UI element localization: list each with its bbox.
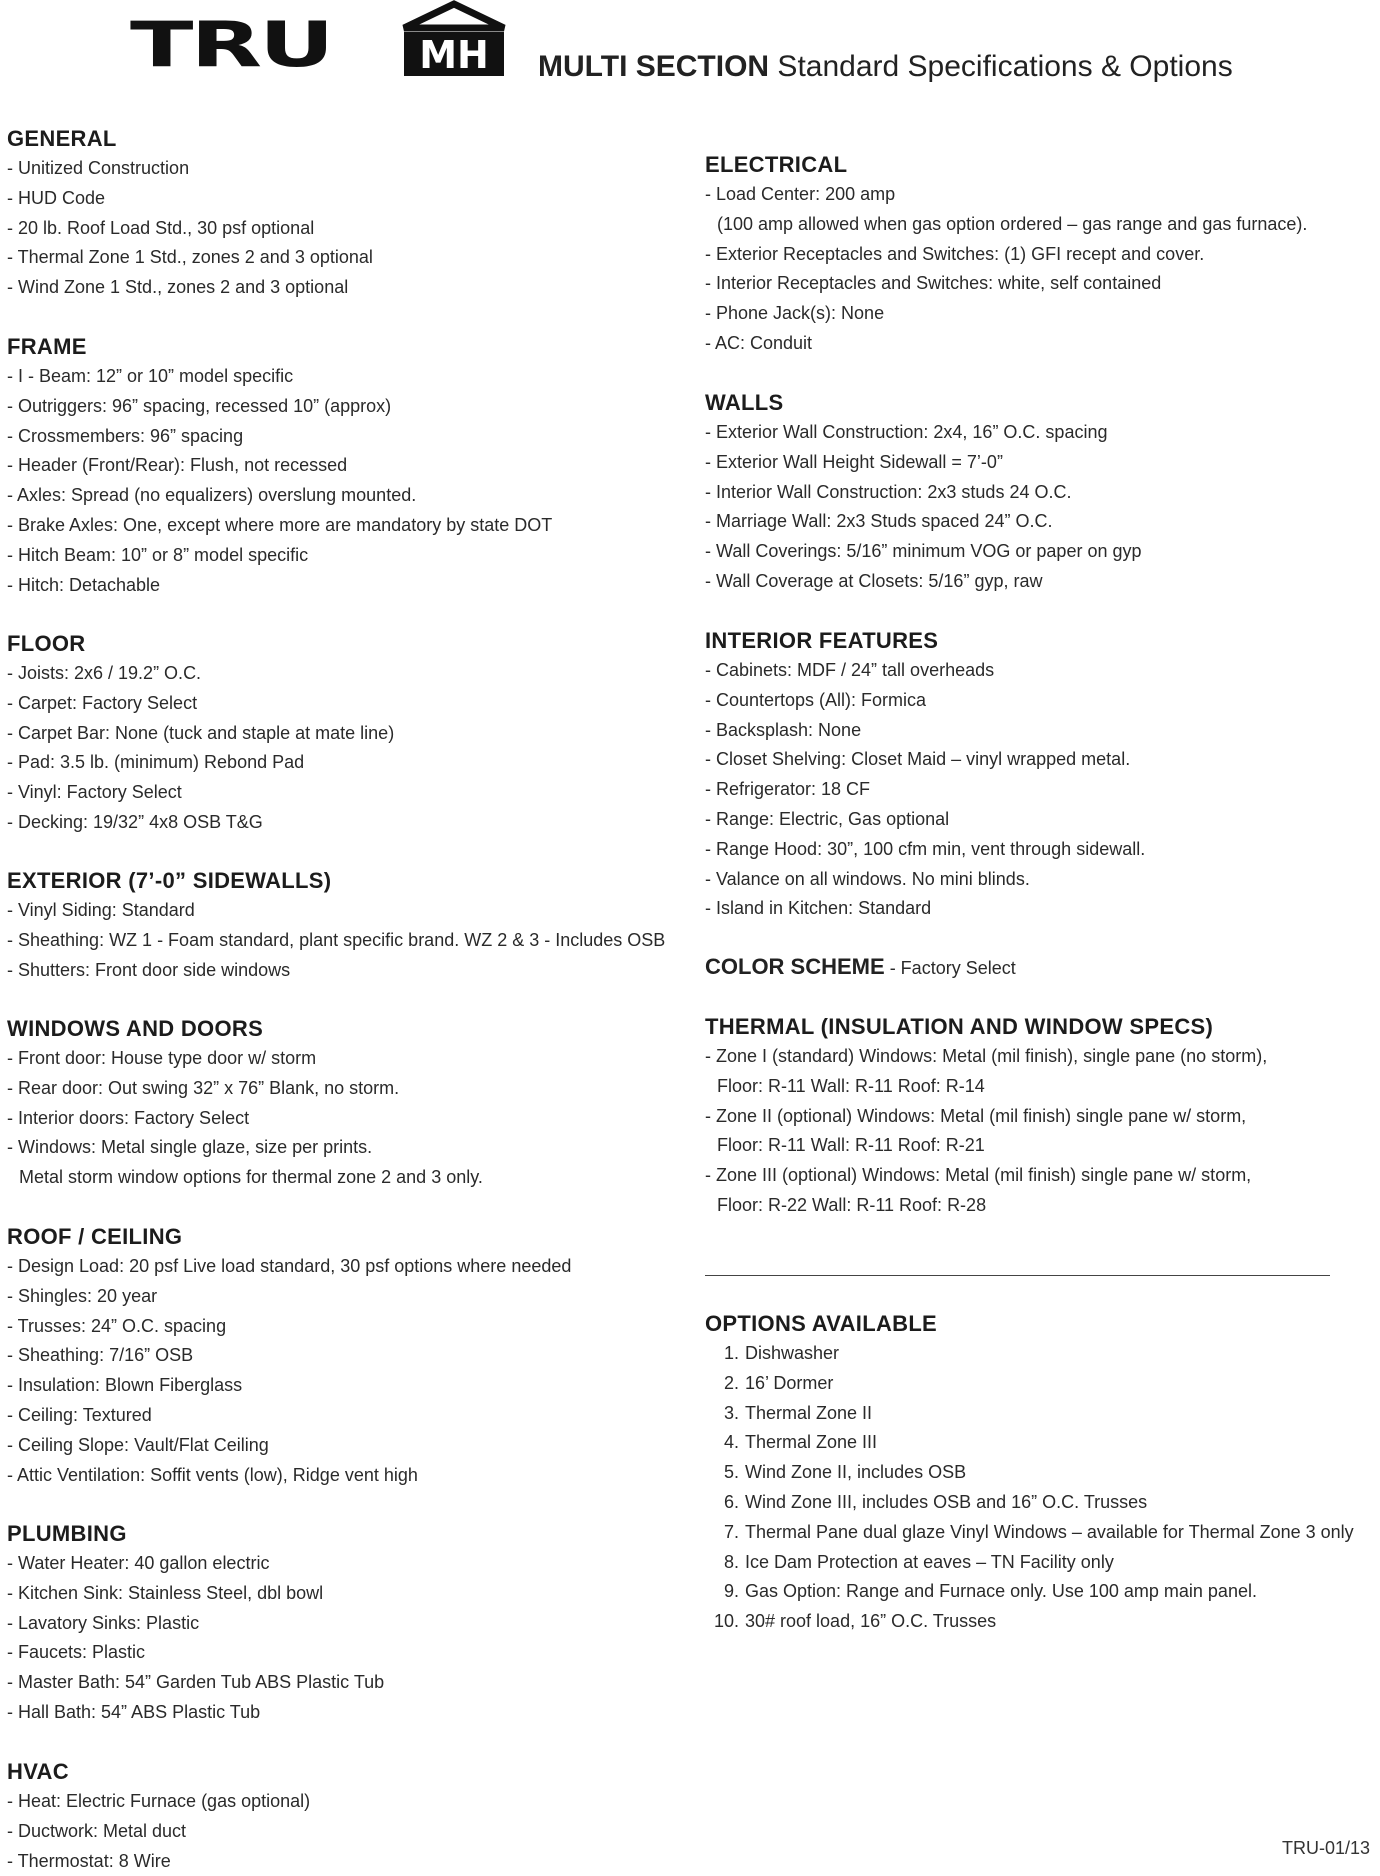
spec-item: - Heat: Electric Furnace (gas optional) <box>7 1791 311 1811</box>
spec-item: (100 amp allowed when gas option ordered – gas range and gas furnace). <box>717 213 1308 234</box>
spec-item: - Wall Coverage at Closets: 5/16” gyp, raw <box>705 570 1043 591</box>
option-item <box>705 1488 1354 1518</box>
spec-item: - Crossmembers: 96” spacing <box>7 425 244 446</box>
section-title: EXTERIOR (7’-0” SIDEWALLS) <box>7 868 332 893</box>
spec-item: - Vinyl: Factory Select <box>7 782 182 803</box>
option-number: 7. <box>723 1521 739 1542</box>
section-floor <box>7 629 394 838</box>
spec-item: - Cabinets: MDF / 24” tall overheads <box>705 660 995 680</box>
spec-item: - Shingles: 20 year <box>7 1285 158 1306</box>
spec-item: Floor: R-11 Wall: R-11 Roof: R-21 <box>717 1135 985 1156</box>
spec-item: - Refrigerator: 18 CF <box>705 779 871 800</box>
spec-item: Floor: R-11 Wall: R-11 Roof: R-14 <box>717 1075 985 1096</box>
section-title: PLUMBING <box>7 1521 127 1546</box>
spec-item: - Range: Electric, Gas optional <box>705 808 950 829</box>
spec-item: - Pad: 3.5 lb. (minimum) Rebond Pad <box>7 752 305 773</box>
section-title: GENERAL <box>7 126 117 151</box>
spec-item: - Brake Axles: One, except where more are mandatory by state DOT <box>7 514 553 535</box>
spec-item: - Island in Kitchen: Standard <box>705 898 932 919</box>
spec-item: - Wall Coverings: 5/16” minimum VOG or paper on gyp <box>705 541 1142 562</box>
option-item <box>705 1607 1354 1637</box>
option-text: Thermal Zone III <box>745 1432 878 1453</box>
spec-item: - Master Bath: 54” Garden Tub ABS Plastic Tub <box>7 1672 385 1693</box>
option-text: Dishwasher <box>745 1343 840 1363</box>
spec-item: - Insulation: Blown Fiberglass <box>7 1375 243 1396</box>
spec-item: - Axles: Spread (no equalizers) overslung mounted. <box>7 485 417 506</box>
color-scheme-value: - Factory Select <box>884 958 1016 978</box>
spec-item: - Sheathing: WZ 1 - Foam standard, plant specific brand. WZ 2 & 3 - Includes OSB <box>7 929 666 950</box>
spec-item: - Exterior Receptacles and Switches: (1) GFI recept and cover. <box>705 243 1205 264</box>
section-thermal <box>705 1012 1267 1221</box>
section-interior-features <box>705 626 1145 924</box>
spec-item: - Exterior Wall Height Sidewall = 7’-0” <box>705 451 1003 472</box>
spec-item: - Lavatory Sinks: Plastic <box>7 1612 200 1633</box>
spec-item: - Hall Bath: 54” ABS Plastic Tub <box>7 1701 261 1722</box>
section-title: WINDOWS AND DOORS <box>7 1016 264 1041</box>
spec-item: - Rear door: Out swing 32” x 76” Blank, no storm. <box>7 1077 400 1098</box>
spec-item: Metal storm window options for thermal zone 2 and 3 only. <box>19 1167 483 1188</box>
option-text: Ice Dam Protection at eaves – TN Facility only <box>745 1551 1114 1572</box>
color-scheme-label: COLOR SCHEME <box>705 954 885 979</box>
section-title: WALLS <box>705 390 784 415</box>
spec-item: - Zone III (optional) Windows: Metal (mil finish) single pane w/ storm, <box>705 1165 1252 1186</box>
house-logo-icon <box>398 0 510 80</box>
divider <box>705 1275 1330 1276</box>
spec-item: - AC: Conduit <box>705 332 813 353</box>
spec-item: - Wind Zone 1 Std., zones 2 and 3 optional <box>7 277 349 298</box>
section-title: HVAC <box>7 1759 69 1784</box>
spec-item: Floor: R-22 Wall: R-11 Roof: R-28 <box>717 1194 987 1215</box>
section-title: THERMAL (INSULATION AND WINDOW SPECS) <box>705 1014 1214 1039</box>
spec-item: - Ceiling: Textured <box>7 1404 152 1425</box>
spec-item: - Interior doors: Factory Select <box>7 1107 250 1128</box>
section-color-scheme <box>705 952 1016 983</box>
spec-item: - Windows: Metal single glaze, size per prints. <box>7 1137 373 1158</box>
spec-item: - Phone Jack(s): None <box>705 303 885 324</box>
spec-item: - Exterior Wall Construction: 2x4, 16” O.C. spacing <box>705 422 1108 442</box>
spec-item: - Carpet Bar: None (tuck and staple at mate line) <box>7 722 395 743</box>
section-windows-doors <box>7 1014 483 1193</box>
section-title: INTERIOR FEATURES <box>705 628 939 653</box>
spec-item: - Hitch Beam: 10” or 8” model specific <box>7 544 309 565</box>
spec-item: - Ceiling Slope: Vault/Flat Ceiling <box>7 1434 269 1455</box>
section-electrical <box>705 150 1307 359</box>
spec-item: - Design Load: 20 psf Live load standard, 30 psf options where needed <box>7 1256 572 1276</box>
spec-item: - Thermostat: 8 Wire <box>7 1850 171 1871</box>
section-options <box>705 1309 1354 1637</box>
spec-item: - Interior Receptacles and Switches: white, self contained <box>705 273 1162 294</box>
option-item <box>705 1548 1354 1578</box>
spec-item: - Unitized Construction <box>7 158 190 178</box>
section-roof-ceiling <box>7 1222 571 1490</box>
option-number: 5. <box>723 1462 739 1483</box>
option-text: Thermal Pane dual glaze Vinyl Windows – available for Thermal Zone 3 only <box>745 1521 1354 1542</box>
option-number: 9. <box>723 1581 739 1602</box>
section-hvac <box>7 1757 310 1876</box>
spec-item: - Ductwork: Metal duct <box>7 1820 187 1841</box>
spec-item: - Zone II (optional) Windows: Metal (mil finish) single pane w/ storm, <box>705 1105 1247 1126</box>
spec-item: - Front door: House type door w/ storm <box>7 1048 317 1068</box>
spec-item: - Zone I (standard) Windows: Metal (mil finish), single pane (no storm), <box>705 1046 1268 1066</box>
option-item <box>705 1458 1354 1488</box>
spec-item: - Outriggers: 96” spacing, recessed 10” (approx) <box>7 395 392 416</box>
spec-item: - Backsplash: None <box>705 719 862 740</box>
option-number: 10. <box>713 1611 739 1632</box>
document-code: TRU-01/13 <box>1281 1838 1370 1858</box>
tru-mh-logo <box>130 0 510 82</box>
spec-item: - Vinyl Siding: Standard <box>7 900 195 920</box>
spec-item: - Faucets: Plastic <box>7 1642 146 1663</box>
spec-item: - Carpet: Factory Select <box>7 692 198 713</box>
spec-item: - 20 lb. Roof Load Std., 30 psf optional <box>7 217 315 238</box>
spec-item: - Hitch: Detachable <box>7 574 161 595</box>
option-text: 30# roof load, 16” O.C. Trusses <box>745 1611 997 1632</box>
option-item <box>705 1518 1354 1548</box>
option-number: 6. <box>723 1491 739 1512</box>
section-walls <box>705 388 1142 597</box>
page-title-bold: MULTI SECTION <box>538 50 770 83</box>
option-item <box>705 1399 1354 1429</box>
option-item <box>705 1577 1354 1607</box>
spec-item: - Header (Front/Rear): Flush, not recessed <box>7 455 348 476</box>
spec-item: - Trusses: 24” O.C. spacing <box>7 1315 227 1336</box>
spec-item: - I - Beam: 12” or 10” model specific <box>7 366 294 386</box>
spec-item: - Load Center: 200 amp <box>705 184 896 204</box>
spec-item: - Decking: 19/32” 4x8 OSB T&G <box>7 811 263 832</box>
page-title-rest: Standard Specifications & Options <box>769 50 1233 83</box>
option-number: 2. <box>723 1372 739 1393</box>
section-plumbing <box>7 1519 384 1728</box>
section-frame <box>7 332 552 600</box>
section-general <box>7 124 373 303</box>
page-title <box>538 50 1233 84</box>
option-text: Wind Zone III, includes OSB and 16” O.C. Trusses <box>745 1491 1148 1512</box>
section-title: OPTIONS AVAILABLE <box>705 1311 938 1336</box>
section-title: ROOF / CEILING <box>7 1224 183 1249</box>
spec-item: - Thermal Zone 1 Std., zones 2 and 3 optional <box>7 247 373 268</box>
option-text: 16’ Dormer <box>745 1372 834 1393</box>
section-exterior <box>7 866 665 985</box>
logo-text: TRU <box>130 8 332 81</box>
option-item <box>705 1428 1354 1458</box>
option-text: Thermal Zone II <box>745 1402 873 1423</box>
option-text: Wind Zone II, includes OSB <box>745 1462 967 1483</box>
logo-badge-text: MH <box>419 33 489 77</box>
spec-item: - Interior Wall Construction: 2x3 studs 24 O.C. <box>705 481 1072 502</box>
spec-item: - Valance on all windows. No mini blinds. <box>705 868 1030 889</box>
spec-item: - Kitchen Sink: Stainless Steel, dbl bowl <box>7 1582 324 1603</box>
section-title: ELECTRICAL <box>705 152 848 177</box>
spec-item: - Shutters: Front door side windows <box>7 959 291 980</box>
spec-item: - Marriage Wall: 2x3 Studs spaced 24” O.C. <box>705 511 1053 532</box>
option-number: 4. <box>723 1432 739 1453</box>
option-number: 8. <box>723 1551 739 1572</box>
option-text: Gas Option: Range and Furnace only. Use 100 amp main panel. <box>745 1581 1257 1602</box>
spec-item: - Attic Ventilation: Soffit vents (low), Ridge vent high <box>7 1464 418 1485</box>
spec-item: - Countertops (All): Formica <box>705 689 927 710</box>
option-number: 3. <box>723 1402 739 1423</box>
option-item <box>705 1339 1354 1369</box>
spec-item: - Water Heater: 40 gallon electric <box>7 1553 270 1573</box>
option-number: 1. <box>723 1343 739 1363</box>
spec-item: - Range Hood: 30”, 100 cfm min, vent through sidewall. <box>705 838 1146 859</box>
spec-item: - Closet Shelving: Closet Maid – vinyl wrapped metal. <box>705 749 1131 770</box>
section-title: FLOOR <box>7 631 86 656</box>
option-item <box>705 1369 1354 1399</box>
color-scheme-line <box>705 952 1016 983</box>
spec-item: - HUD Code <box>7 187 106 208</box>
section-title: FRAME <box>7 334 87 359</box>
spec-item: - Sheathing: 7/16” OSB <box>7 1345 194 1366</box>
spec-item: - Joists: 2x6 / 19.2” O.C. <box>7 663 202 683</box>
